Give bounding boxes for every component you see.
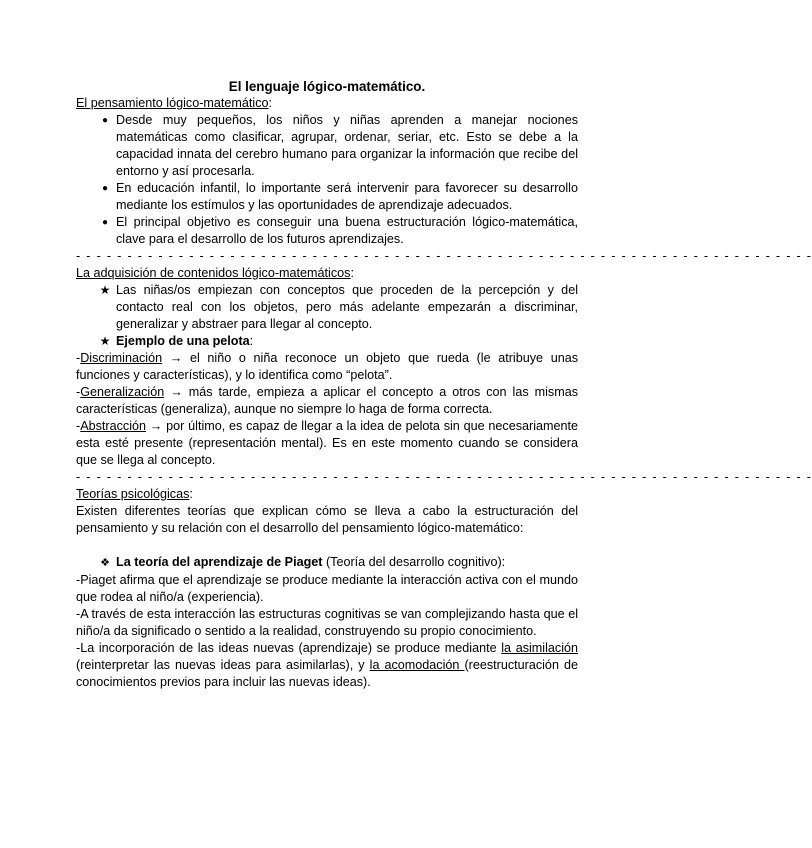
bullet-dot-icon: ● — [101, 115, 109, 126]
concept-text: → más tarde, empieza a aplicar el concepto a otros con las mismas características (generaliza), aunque no siempre lo haga de forma correcta. — [76, 385, 578, 416]
theory-subtitle: (Teoría del desarrollo cognitivo): — [322, 555, 506, 569]
list-item — [76, 333, 578, 350]
star-icon: ★ — [99, 334, 111, 348]
list-item — [76, 282, 578, 333]
theory-paragraph: -Piaget afirma que el aprendizaje se produce mediante la interacción activa con el mundo que rodea al niño/a (experiencia). — [76, 573, 578, 604]
heading-colon: : — [189, 487, 193, 501]
heading-colon: : — [350, 266, 354, 280]
list-item-text: El principal objetivo es conseguir una buena estructuración lógico-matemática, clave para el desarrollo de los futuros aprendizajes. — [116, 215, 578, 246]
theory-paragraph — [76, 640, 578, 691]
concept-item-discriminacion: -Discriminación → el niño o niña reconoce un objeto que rueda (le atribuye unas funciones y características), y lo identifica como “pelota”. — [76, 351, 578, 382]
blank-line — [76, 537, 578, 554]
heading-text: Teorías psicológicas — [76, 487, 190, 501]
heading-text: El pensamiento lógico-matemático — [76, 96, 269, 110]
theory-paragraph: -A través de esta interacción las estructuras cognitivas se van complejizando hasta que el niño/a da significado o sentido a la realidad, construyendo su propio conocimiento. — [76, 607, 578, 638]
theory-heading — [76, 554, 578, 572]
bullet-list — [76, 112, 578, 248]
list-item — [76, 112, 578, 180]
concept-term: Discriminación — [80, 351, 163, 365]
document-page — [76, 78, 812, 691]
star-icon: ★ — [99, 283, 111, 297]
list-item-text: Las niñas/os empiezan con conceptos que proceden de la percepción y del contacto real con los objetos, pero más adelante empezarán a discriminar, generalizar y abstraer para llegar al concepto. — [116, 283, 578, 331]
bullet-dot-icon: ● — [101, 183, 109, 194]
star-list — [76, 282, 578, 350]
concept-text: → por último, es capaz de llegar a la idea de pelota sin que necesariamente esta esté presente (representación mental). Es en este momento cuando se considera que se llega al concepto. — [76, 419, 578, 467]
section-heading-pensamiento — [76, 95, 578, 112]
heading-colon: : — [268, 96, 272, 110]
list-item-text: Desde muy pequeños, los niños y niñas aprenden a manejar nociones matemáticas como clasificar, agrupar, ordenar, seriar, etc. Esto se debe a la capacidad innata del cerebro humano para organizar la información que recibe del entorno y así procesarla. — [116, 113, 578, 178]
example-colon: : — [249, 334, 254, 348]
concept-item-generalizacion: -Generalización → más tarde, empieza a aplicar el concepto a otros con las mismas características (generaliza), aunque no siempre lo haga de forma correcta. — [76, 385, 578, 416]
concept-term: Generalización — [80, 385, 165, 399]
text-run: (reinterpretar las nuevas ideas para asimilarlas), y — [76, 658, 370, 672]
heading-text: La adquisición de contenidos lógico-matemáticos — [76, 266, 351, 280]
concept-term: Abstracción — [80, 419, 147, 433]
bullet-dot-icon: ● — [101, 217, 109, 228]
example-label: Ejemplo de una pelota — [116, 334, 250, 348]
page-title: El lenguaje lógico-matemático. — [228, 79, 426, 94]
section-heading-adquisicion — [76, 265, 578, 282]
term-acomodacion: la acomodación — [369, 658, 465, 672]
text-run: (reestructuración de conocimientos previos para incluir las nuevas ideas). — [76, 658, 579, 689]
intro-paragraph: Existen diferentes teorías que explican cómo se lleva a cabo la estructuración del pensamiento y su relación con el desarrollo del pensamiento lógico-matemático: — [76, 504, 578, 535]
list-item-text: En educación infantil, lo importante será intervenir para favorecer su desarrollo mediante los estímulos y las oportunidades de aprendizaje adecuados. — [116, 181, 578, 212]
list-item — [76, 180, 578, 214]
text-run: -La incorporación de las ideas nuevas (aprendizaje) se produce mediante — [76, 641, 502, 655]
section-heading-teorias — [76, 486, 578, 503]
dashed-separator: - - - - - - - - - - - - - - - - - - - - - - - - - - - - - - - - - - - - - - - - - - - - - - - - - - - - - - - - - - - - - - - - - - - - - - - - — [76, 249, 812, 263]
theory-title: La teoría del aprendizaje de Piaget — [116, 555, 323, 569]
term-asimilacion: la asimilación — [501, 641, 578, 655]
list-item — [76, 214, 578, 248]
diamond-bullet-icon: ❖ — [100, 557, 110, 569]
concept-text: → el niño o niña reconoce un objeto que rueda (le atribuye unas funciones y características), y lo identifica como “pelota”. — [76, 351, 578, 382]
concept-item-abstraccion: -Abstracción → por último, es capaz de llegar a la idea de pelota sin que necesariamente esta esté presente (representación mental). Es en este momento cuando se considera que se llega al concepto. — [76, 419, 578, 467]
dashed-separator: - - - - - - - - - - - - - - - - - - - - - - - - - - - - - - - - - - - - - - - - - - - - - - - - - - - - - - - - - - - - - - - - - - - - - - - - — [76, 470, 812, 484]
